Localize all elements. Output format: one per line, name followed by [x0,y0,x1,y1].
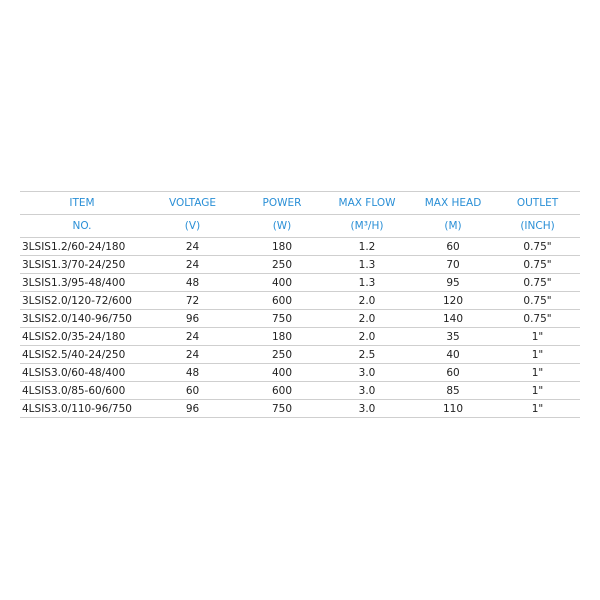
table-row [20,382,580,400]
cell-power: 250 [241,346,323,364]
cell-item-no: 3LSIS1.2/60-24/180 [20,238,144,256]
header-voltage: VOLTAGE [144,192,241,215]
cell-item-no: 3LSIS2.0/120-72/600 [20,292,144,310]
cell-voltage: 24 [144,238,241,256]
cell-power: 750 [241,400,323,418]
unit-voltage: (V) [144,215,241,238]
cell-item-no: 3LSIS1.3/95-48/400 [20,274,144,292]
cell-item-no: 4LSIS3.0/85-60/600 [20,382,144,400]
unit-outlet: (INCH) [495,215,580,238]
cell-max-flow: 1.3 [323,256,411,274]
cell-outlet: 0.75" [495,310,580,328]
cell-outlet: 1" [495,328,580,346]
header-outlet: OUTLET [495,192,580,215]
cell-outlet: 0.75" [495,238,580,256]
cell-item-no: 4LSIS3.0/110-96/750 [20,400,144,418]
cell-outlet: 0.75" [495,292,580,310]
cell-power: 600 [241,382,323,400]
cell-max-flow: 2.0 [323,310,411,328]
cell-max-flow: 1.3 [323,274,411,292]
cell-voltage: 72 [144,292,241,310]
cell-max-flow: 3.0 [323,400,411,418]
cell-max-flow: 2.5 [323,346,411,364]
cell-power: 400 [241,274,323,292]
cell-voltage: 48 [144,274,241,292]
cell-power: 180 [241,238,323,256]
unit-max-flow: (M³/H) [323,215,411,238]
cell-max-flow: 2.0 [323,328,411,346]
cell-max-flow: 3.0 [323,382,411,400]
cell-power: 400 [241,364,323,382]
table-body [20,238,580,418]
cell-outlet: 1" [495,364,580,382]
cell-item-no: 4LSIS2.0/35-24/180 [20,328,144,346]
cell-power: 600 [241,292,323,310]
cell-power: 250 [241,256,323,274]
table-row [20,274,580,292]
table-row [20,238,580,256]
unit-power: (W) [241,215,323,238]
cell-max-head: 40 [411,346,495,364]
pump-spec-table [20,191,580,418]
cell-power: 750 [241,310,323,328]
header-max-flow: MAX FLOW [323,192,411,215]
table-row [20,310,580,328]
cell-max-head: 95 [411,274,495,292]
header-max-head: MAX HEAD [411,192,495,215]
cell-item-no: 3LSIS1.3/70-24/250 [20,256,144,274]
cell-item-no: 3LSIS2.0/140-96/750 [20,310,144,328]
cell-voltage: 60 [144,382,241,400]
cell-max-flow: 3.0 [323,364,411,382]
table-row [20,256,580,274]
cell-max-flow: 1.2 [323,238,411,256]
cell-max-flow: 2.0 [323,292,411,310]
cell-max-head: 60 [411,364,495,382]
cell-voltage: 24 [144,346,241,364]
cell-max-head: 85 [411,382,495,400]
cell-outlet: 0.75" [495,274,580,292]
cell-outlet: 1" [495,346,580,364]
header-item: ITEM [20,192,144,215]
cell-max-head: 60 [411,238,495,256]
cell-power: 180 [241,328,323,346]
header-power: POWER [241,192,323,215]
cell-voltage: 48 [144,364,241,382]
cell-outlet: 0.75" [495,256,580,274]
table-header [20,192,580,238]
cell-max-head: 140 [411,310,495,328]
cell-voltage: 96 [144,310,241,328]
cell-voltage: 24 [144,328,241,346]
cell-voltage: 96 [144,400,241,418]
cell-item-no: 4LSIS3.0/60-48/400 [20,364,144,382]
header-row-names [20,192,580,215]
table-row [20,346,580,364]
table-row [20,364,580,382]
cell-item-no: 4LSIS2.5/40-24/250 [20,346,144,364]
cell-outlet: 1" [495,382,580,400]
table-row [20,400,580,418]
cell-max-head: 110 [411,400,495,418]
cell-voltage: 24 [144,256,241,274]
cell-max-head: 70 [411,256,495,274]
cell-max-head: 35 [411,328,495,346]
header-row-units [20,215,580,238]
cell-max-head: 120 [411,292,495,310]
unit-item-no: NO. [20,215,144,238]
cell-outlet: 1" [495,400,580,418]
unit-max-head: (M) [411,215,495,238]
table-row [20,292,580,310]
table-row [20,328,580,346]
